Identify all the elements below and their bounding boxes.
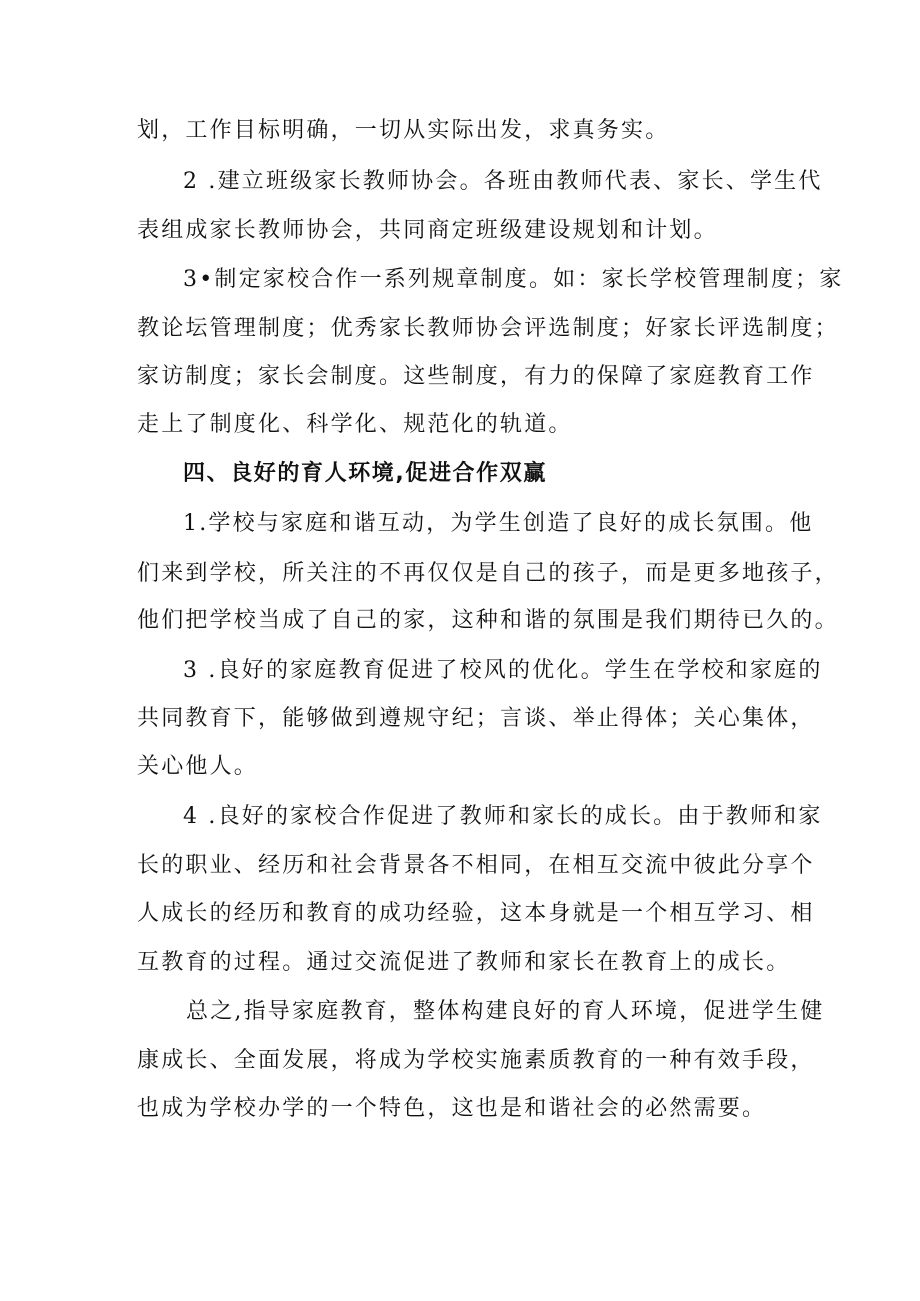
paragraph-line: 们来到学校，所关注的不再仅仅是自己的孩子，而是更多地孩子， <box>137 561 839 586</box>
paragraph-line: 总之,指导家庭教育，整体构建良好的育人环境，促进学生健 <box>186 999 825 1024</box>
paragraph-line: 3 .良好的家庭教育促进了校风的优化。学生在学校和家庭的 <box>183 658 823 683</box>
paragraph-line: 长的职业、经历和社会背景各不相同，在相互交流中彼此分享个 <box>137 853 815 878</box>
paragraph-line: 2 .建立班级家长教师协会。各班由教师代表、家长、学生代 <box>183 169 823 194</box>
paragraph-line: 也成为学校办学的一个特色，这也是和谐社会的必然需要。 <box>137 1096 767 1121</box>
paragraph-line: 3•制定家校合作一系列规章制度。如：家长学校管理制度；家 <box>183 267 844 292</box>
paragraph-line: 教论坛管理制度；优秀家长教师协会评选制度；好家长评选制度； <box>137 316 839 341</box>
paragraph-line: 走上了制度化、科学化、规范化的轨道。 <box>137 412 573 437</box>
paragraph-line: 关心他人。 <box>137 754 259 779</box>
paragraph-line: 划，工作目标明确，一切从实际出发，求真务实。 <box>137 118 670 143</box>
paragraph-line: 人成长的经历和教育的成功经验，这本身就是一个相互学习、相 <box>137 901 815 926</box>
paragraph-line: 表组成家长教师协会，共同商定班级建设规划和计划。 <box>137 218 718 243</box>
paragraph-line: 他们把学校当成了自己的家，这种和谐的氛围是我们期待已久的。 <box>137 608 839 633</box>
paragraph-line: 共同教育下，能够做到遵规守纪；言谈、举止得体；关心集体， <box>137 706 815 731</box>
paragraph-line: 1.学校与家庭和谐互动，为学生创造了良好的成长氛围。他 <box>183 511 814 536</box>
paragraph-line: 康成长、全面发展，将成为学校实施素质教育的一种有效手段， <box>137 1048 815 1073</box>
paragraph-line: 家访制度；家长会制度。这些制度，有力的保障了家庭教育工作 <box>137 364 815 389</box>
paragraph-line: 4 .良好的家校合作促进了教师和家长的成长。由于教师和家 <box>183 804 823 829</box>
section-heading: 四、良好的育人环境,促进合作双赢 <box>183 461 547 486</box>
paragraph-line: 互教育的过程。通过交流促进了教师和家长在教育上的成长。 <box>137 950 791 975</box>
